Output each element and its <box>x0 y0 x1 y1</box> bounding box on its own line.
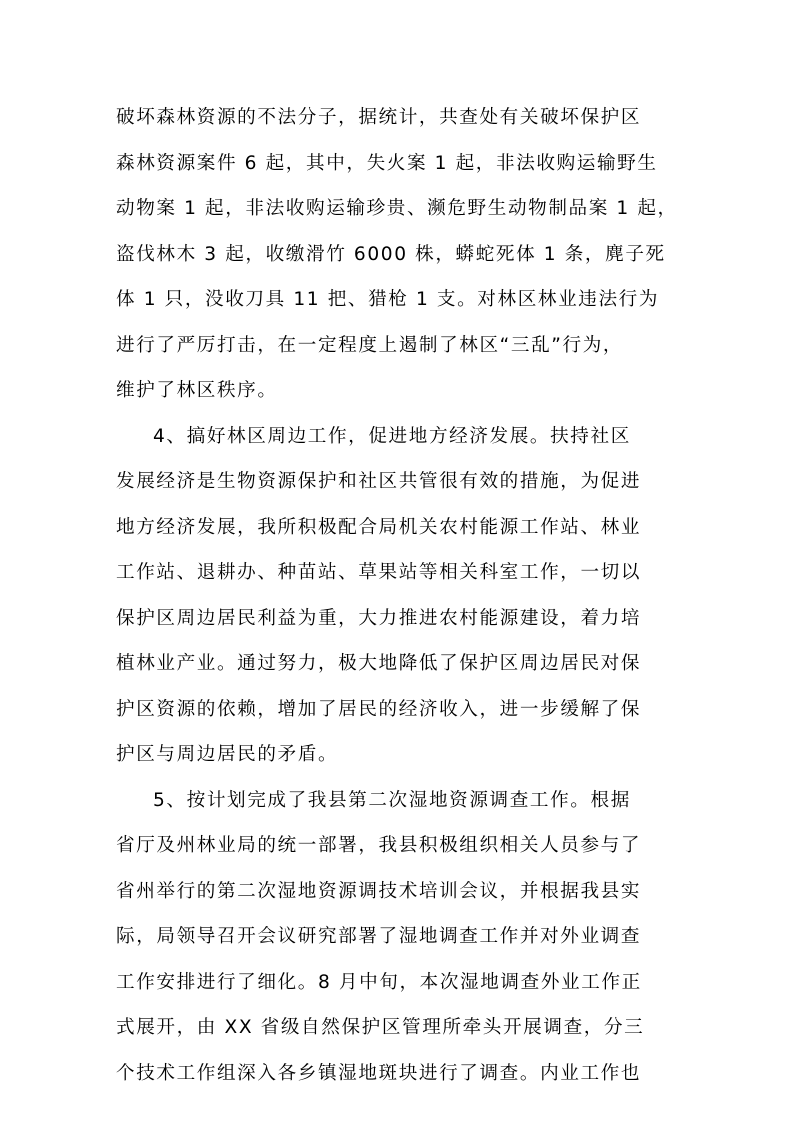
text-line: 际，局领导召开会议研究部署了湿地调查工作并对外业调查 <box>116 926 642 947</box>
text-line: 发展经济是生物资源保护和社区共管很有效的措施，为促进 <box>116 471 642 492</box>
text-line: 植林业产业。通过努力，极大地降低了保护区周边居民对保 <box>116 653 642 674</box>
text-line: 省厅及州林业局的统一部署，我县积极组织相关人员参与了 <box>116 835 642 856</box>
text-line: 个技术工作组深入各乡镇湿地斑块进行了调查。内业工作也 <box>116 1062 642 1084</box>
paragraph-start-line: 4、搞好林区周边工作，促进地方经济发展。扶持社区 <box>153 425 631 447</box>
text-line: 维护了林区秩序。 <box>116 380 278 401</box>
text-line: 保护区周边居民利益为重，大力推进农村能源建设，着力培 <box>116 607 642 629</box>
paragraph-start-line: 5、按计划完成了我县第二次湿地资源调查工作。根据 <box>153 789 631 811</box>
text-line: 式展开，由 XX 省级自然保护区管理所牵头开展调查，分三 <box>116 1017 645 1038</box>
text-line: 护区与周边居民的矛盾。 <box>116 744 339 765</box>
text-line: 省州举行的第二次湿地资源调技术培训会议，并根据我县实 <box>116 880 642 902</box>
text-line: 破坏森林资源的不法分子，据统计，共查处有关破坏保护区 <box>116 107 642 128</box>
text-line: 地方经济发展，我所积极配合局机关农村能源工作站、林业 <box>116 516 642 538</box>
text-line: 工作安排进行了细化。8 月中旬，本次湿地调查外业工作正 <box>116 971 642 993</box>
text-line: 森林资源案件 6 起，其中，失火案 1 起，非法收购运输野生 <box>116 152 658 174</box>
text-line: 护区资源的依赖，增加了居民的经济收入，进一步缓解了保 <box>116 698 642 720</box>
text-line: 动物案 1 起，非法收购运输珍贵、濒危野生动物制品案 1 起， <box>116 198 678 219</box>
text-line: 体 1 只，没收刀具 11 把、猎枪 1 支。对林区林业违法行为 <box>116 289 660 310</box>
text-line: 盗伐林木 3 起，收缴滑竹 6000 株，蟒蛇死体 1 条，麂子死 <box>116 243 666 265</box>
text-line: 工作站、退耕办、种苗站、草果站等相关科室工作，一切以 <box>116 562 642 583</box>
text-line: 进行了严厉打击，在一定程度上遏制了林区“三乱”行为， <box>116 334 624 356</box>
body-text <box>116 95 686 1096</box>
